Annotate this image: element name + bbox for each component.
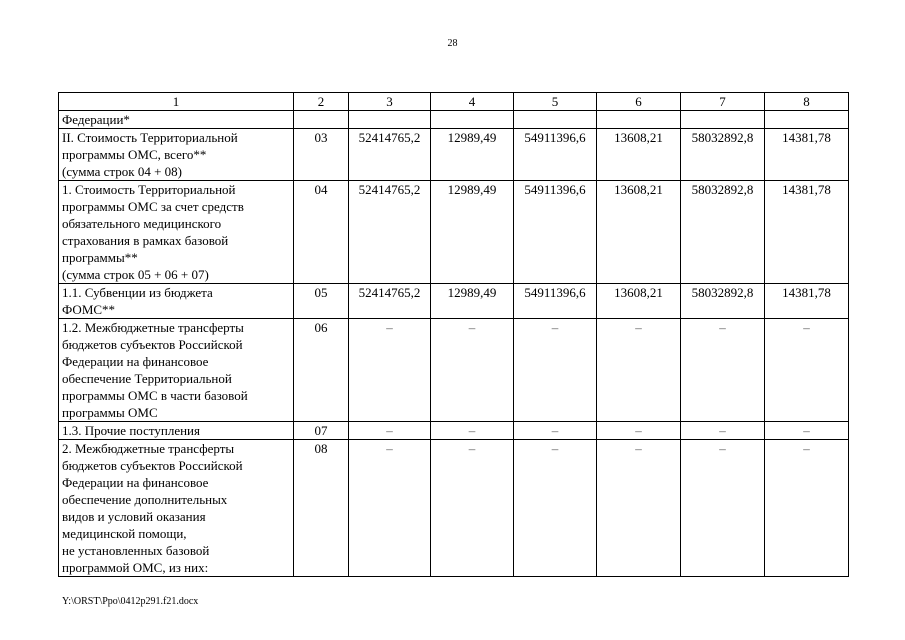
value-cell: 12989,49 — [431, 284, 514, 319]
value-cell: – — [514, 319, 597, 422]
row-label: 1. Стоимость Территориальной программы ОМС за счет средств обязательного медицинского страхования в рамках базовой программы** (сумма строк 05 + 06 + 07) — [59, 181, 294, 284]
value-cell: 12989,49 — [431, 181, 514, 284]
table-row — [59, 181, 849, 284]
budget-table — [58, 92, 849, 577]
value-cell: – — [765, 440, 849, 577]
page-number: 28 — [447, 38, 458, 49]
value-cell: – — [431, 319, 514, 422]
value-cell: 58032892,8 — [681, 129, 765, 181]
value-cell: 14381,78 — [765, 181, 849, 284]
table-row — [59, 129, 849, 181]
column-header: 6 — [597, 93, 681, 111]
row-code: 06 — [294, 319, 349, 422]
column-header: 2 — [294, 93, 349, 111]
row-label: 1.2. Межбюджетные трансферты бюджетов субъектов Российской Федерации на финансовое обеспечение Территориальной программы ОМС в части базовой программы ОМС — [59, 319, 294, 422]
value-cell — [681, 111, 765, 129]
table-row — [59, 440, 849, 577]
table-row — [59, 111, 849, 129]
column-header: 8 — [765, 93, 849, 111]
value-cell: – — [597, 440, 681, 577]
column-header: 3 — [349, 93, 431, 111]
value-cell: – — [597, 319, 681, 422]
column-header: 4 — [431, 93, 514, 111]
column-header: 5 — [514, 93, 597, 111]
value-cell: – — [349, 422, 431, 440]
row-code: 03 — [294, 129, 349, 181]
value-cell: 13608,21 — [597, 129, 681, 181]
row-label: 1.3. Прочие поступления — [59, 422, 294, 440]
value-cell — [431, 111, 514, 129]
row-code — [294, 111, 349, 129]
value-cell — [765, 111, 849, 129]
value-cell: – — [681, 319, 765, 422]
value-cell: – — [681, 422, 765, 440]
value-cell: – — [431, 440, 514, 577]
row-code: 05 — [294, 284, 349, 319]
value-cell: 58032892,8 — [681, 284, 765, 319]
value-cell — [349, 111, 431, 129]
row-label: Федерации* — [59, 111, 294, 129]
column-header: 7 — [681, 93, 765, 111]
value-cell: – — [514, 422, 597, 440]
value-cell: – — [349, 440, 431, 577]
table-header-row — [59, 93, 849, 111]
value-cell: 52414765,2 — [349, 284, 431, 319]
value-cell: – — [349, 319, 431, 422]
value-cell: 54911396,6 — [514, 129, 597, 181]
value-cell: 14381,78 — [765, 129, 849, 181]
value-cell — [597, 111, 681, 129]
row-code: 07 — [294, 422, 349, 440]
row-label: 1.1. Субвенции из бюджета ФОМС** — [59, 284, 294, 319]
value-cell: 14381,78 — [765, 284, 849, 319]
value-cell: – — [514, 440, 597, 577]
value-cell: 54911396,6 — [514, 284, 597, 319]
value-cell: – — [681, 440, 765, 577]
footer-file-path: Y:\ORST\Ppo\0412p291.f21.docx — [62, 596, 199, 607]
value-cell: – — [431, 422, 514, 440]
value-cell: – — [597, 422, 681, 440]
table-row — [59, 319, 849, 422]
value-cell: 54911396,6 — [514, 181, 597, 284]
value-cell — [514, 111, 597, 129]
value-cell: 52414765,2 — [349, 181, 431, 284]
value-cell: 52414765,2 — [349, 129, 431, 181]
value-cell: 12989,49 — [431, 129, 514, 181]
row-label: 2. Межбюджетные трансферты бюджетов субъектов Российской Федерации на финансовое обеспечение дополнительных видов и условий оказания медицинской помощи, не установленных базовой программой ОМС, из них: — [59, 440, 294, 577]
column-header: 1 — [59, 93, 294, 111]
table-row — [59, 422, 849, 440]
value-cell: 58032892,8 — [681, 181, 765, 284]
row-code: 04 — [294, 181, 349, 284]
row-code: 08 — [294, 440, 349, 577]
table-row — [59, 284, 849, 319]
value-cell: – — [765, 319, 849, 422]
row-label: II. Стоимость Территориальной программы ОМС, всего** (сумма строк 04 + 08) — [59, 129, 294, 181]
value-cell: 13608,21 — [597, 284, 681, 319]
value-cell: – — [765, 422, 849, 440]
value-cell: 13608,21 — [597, 181, 681, 284]
